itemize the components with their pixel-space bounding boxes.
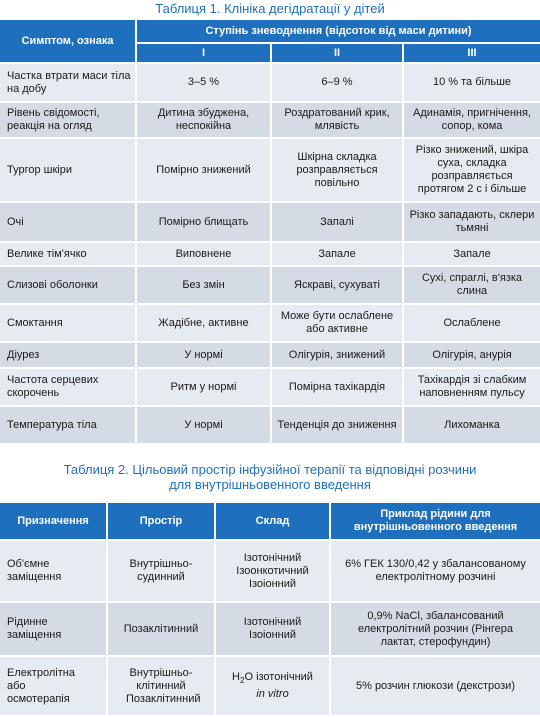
table-row	[0, 369, 540, 407]
symptom-cell: Велике тім'ячко	[0, 243, 137, 267]
value-cell: Жадібне, активне	[137, 305, 272, 343]
header-example: Приклад рідини для внутрішньовенного введення	[331, 503, 540, 541]
header-degree-1: I	[137, 44, 272, 64]
symptom-cell: Смоктання	[0, 305, 137, 343]
space-cell: Внутрішньо-клітинний Позаклітинний	[108, 657, 216, 717]
table-row	[0, 267, 540, 305]
value-cell: Олігурія, знижений	[272, 343, 404, 369]
value-cell: Різко западають, склери тьмяні	[404, 203, 540, 243]
value-cell: 10 % та більше	[404, 64, 540, 103]
table-row	[0, 103, 540, 139]
value-cell: Тенденція до зниження	[272, 407, 404, 445]
symptom-cell: Слизові оболонки	[0, 267, 137, 305]
header-symptom: Симптом, ознака	[0, 20, 137, 64]
value-cell: Виповнене	[137, 243, 272, 267]
value-cell: Адинамія, пригнічення, сопор, кома	[404, 103, 540, 139]
table-row	[0, 203, 540, 243]
value-cell: Яскраві, сухуваті	[272, 267, 404, 305]
table-row	[0, 139, 540, 203]
table-row	[0, 603, 540, 657]
example-cell: 6% ГЕК 130/0,42 у збалансованому електролітному розчині	[331, 541, 540, 603]
value-cell: Помірно блищать	[137, 203, 272, 243]
header-space: Простір	[108, 503, 216, 541]
purpose-cell: Електролітна або осмотерапія	[0, 657, 108, 717]
table-row	[0, 657, 540, 717]
value-cell: Роздратований крик, млявість	[272, 103, 404, 139]
space-cell: Позаклітинний	[108, 603, 216, 657]
value-cell: Лихоманка	[404, 407, 540, 445]
table2-caption-line2: для внутрішньовенного введення	[169, 477, 371, 492]
value-cell: 3–5 %	[137, 64, 272, 103]
value-cell: Ослаблене	[404, 305, 540, 343]
composition-h: H	[232, 671, 240, 684]
space-cell: Внутрішньо-судинний	[108, 541, 216, 603]
composition-cell: Ізотонічний Ізоіонний	[216, 603, 331, 657]
composition-italic: in vitro	[256, 687, 289, 700]
symptom-cell: Частота серцевих скорочень	[0, 369, 137, 407]
value-cell: Помірна тахікардія	[272, 369, 404, 407]
symptom-cell: Діурез	[0, 343, 137, 369]
composition-subscript: 2	[240, 676, 245, 686]
table-row	[0, 407, 540, 445]
table-row	[0, 243, 540, 267]
example-cell: 0,9% NaCl, збалансований електролітний розчин (Рінгера лактат, стерофундин)	[331, 603, 540, 657]
composition-cell	[216, 657, 331, 717]
value-cell: Запалі	[272, 203, 404, 243]
value-cell: Ритм у нормі	[137, 369, 272, 407]
header-degree-3: III	[404, 44, 540, 64]
value-cell: Шкірна складка розправляється повільно	[272, 139, 404, 203]
value-cell: Сухі, спраглі, в'язка слина	[404, 267, 540, 305]
symptom-cell: Температура тіла	[0, 407, 137, 445]
dehydration-table	[0, 20, 540, 445]
value-cell: У нормі	[137, 343, 272, 369]
purpose-cell: Об'ємне заміщення	[0, 541, 108, 603]
value-cell: Тахікардія зі слабким наповненням пульсу	[404, 369, 540, 407]
symptom-cell: Частка втрати маси тіла на добу	[0, 64, 137, 103]
header-composition: Склад	[216, 503, 331, 541]
table2-caption	[0, 462, 540, 492]
value-cell: Без змін	[137, 267, 272, 305]
header-purpose: Призначення	[0, 503, 108, 541]
purpose-cell: Рідинне заміщення	[0, 603, 108, 657]
value-cell: Дитина збуджена, неспокійна	[137, 103, 272, 139]
table-row	[0, 305, 540, 343]
table2-caption-line1: Таблиця 2. Цільовий простір інфузійної терапії та відповідні розчини	[63, 462, 477, 477]
header-degree: Ступінь зневоднення (відсоток від маси дитини)	[137, 20, 540, 44]
value-cell: Помірно знижений	[137, 139, 272, 203]
value-cell: Запале	[404, 243, 540, 267]
table1-caption: Таблиця 1. Клініка дегідратації у дітей	[155, 1, 385, 16]
composition-cell: Ізотонічний Ізоонкотичний Ізоіонний	[216, 541, 331, 603]
value-cell: У нормі	[137, 407, 272, 445]
value-cell: Запале	[272, 243, 404, 267]
symptom-cell: Тургор шкіри	[0, 139, 137, 203]
table-row	[0, 541, 540, 603]
table-row	[0, 343, 540, 369]
value-cell: Може бути ослаблене або активне	[272, 305, 404, 343]
value-cell: Олігурія, анурія	[404, 343, 540, 369]
value-cell: 6–9 %	[272, 64, 404, 103]
infusion-table	[0, 503, 540, 717]
example-cell: 5% розчин глюкози (декстрози)	[331, 657, 540, 717]
value-cell: Різко знижений, шкіра суха, складка розправляється протягом 2 с і більше	[404, 139, 540, 203]
table-row	[0, 64, 540, 103]
header-degree-2: II	[272, 44, 404, 64]
composition-rest: O ізотонічний	[244, 671, 313, 684]
symptom-cell: Очі	[0, 203, 137, 243]
symptom-cell: Рівень свідомості, реакція на огляд	[0, 103, 137, 139]
